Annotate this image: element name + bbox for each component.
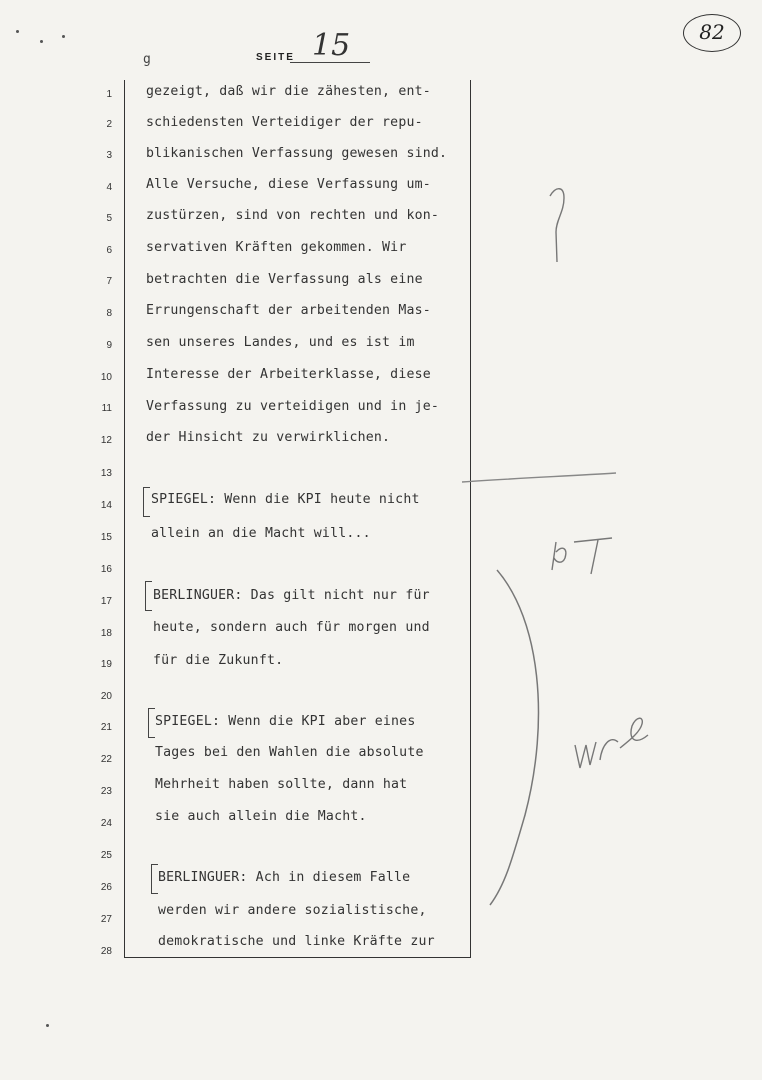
horizontal-pencil-line <box>462 473 616 482</box>
line-number: 10 <box>100 372 112 383</box>
line-number: 23 <box>100 786 112 797</box>
seite-number: 15 <box>312 28 351 63</box>
line-number: 14 <box>100 500 112 511</box>
line-number: 1 <box>106 89 112 100</box>
line-number: 25 <box>100 850 112 861</box>
line-number: 21 <box>100 722 112 733</box>
line-number: 17 <box>100 596 112 607</box>
text-line: Errungenschaft der arbeitenden Mas- <box>146 303 431 318</box>
text-line: Tages bei den Wahlen die absolute <box>155 745 424 760</box>
line-number: 27 <box>100 914 112 925</box>
line-number: 28 <box>100 946 112 957</box>
seite-label: SEITE <box>256 52 295 63</box>
line-number: 9 <box>106 340 112 351</box>
page-number: 82 <box>699 20 725 44</box>
question-mark-scribble <box>550 189 564 262</box>
margin-brace <box>490 570 538 905</box>
line-number: 3 <box>106 150 112 161</box>
line-number: 22 <box>100 754 112 765</box>
text-line: servativen Kräften gekommen. Wir <box>146 240 407 255</box>
line-number: 16 <box>100 564 112 575</box>
text-line: heute, sondern auch für morgen und <box>153 620 430 635</box>
margin-word-scribble <box>575 718 648 768</box>
line-number: 13 <box>100 468 112 479</box>
line-number: 11 <box>101 403 112 414</box>
line-number: 6 <box>106 245 112 256</box>
text-line: sen unseres Landes, und es ist im <box>146 335 415 350</box>
line-number: 8 <box>106 308 112 319</box>
text-line: der Hinsicht zu verwirklichen. <box>146 430 391 445</box>
text-line: BERLINGUER: Ach in diesem Falle <box>158 870 411 885</box>
line-number: 24 <box>100 818 112 829</box>
line-number: 7 <box>106 276 112 287</box>
text-line: werden wir andere sozialistische, <box>158 903 427 918</box>
text-line: sie auch allein die Macht. <box>155 809 367 824</box>
line-number: 2 <box>106 119 112 130</box>
line-number: 19 <box>100 659 112 670</box>
margin-scribble <box>574 538 612 574</box>
text-line: SPIEGEL: Wenn die KPI heute nicht <box>151 492 420 507</box>
text-line: schiedensten Verteidiger der repu- <box>146 115 423 130</box>
text-line: gezeigt, daß wir die zähesten, ent- <box>146 84 431 99</box>
column-letter: g <box>143 52 151 67</box>
margin-scribble <box>552 542 566 570</box>
line-number: 12 <box>100 435 112 446</box>
line-number: 5 <box>106 213 112 224</box>
text-line: BERLINGUER: Das gilt nicht nur für <box>153 588 430 603</box>
line-number: 18 <box>100 628 112 639</box>
text-line: demokratische und linke Kräfte zur <box>158 934 435 949</box>
line-number: 26 <box>100 882 112 893</box>
text-line: blikanischen Verfassung gewesen sind. <box>146 146 448 161</box>
text-line: Verfassung zu verteidigen und in je- <box>146 399 440 414</box>
line-number: 4 <box>106 182 112 193</box>
text-line: betrachten die Verfassung als eine <box>146 272 423 287</box>
text-line: Alle Versuche, diese Verfassung um- <box>146 177 431 192</box>
line-number: 20 <box>100 691 112 702</box>
text-line: zustürzen, sind von rechten und kon- <box>146 208 440 223</box>
text-line: Interesse der Arbeiterklasse, diese <box>146 367 431 382</box>
text-line: für die Zukunft. <box>153 653 284 668</box>
text-line: allein an die Macht will... <box>151 526 371 541</box>
text-line: SPIEGEL: Wenn die KPI aber eines <box>155 714 416 729</box>
line-number: 15 <box>100 532 112 543</box>
text-line: Mehrheit haben sollte, dann hat <box>155 777 408 792</box>
